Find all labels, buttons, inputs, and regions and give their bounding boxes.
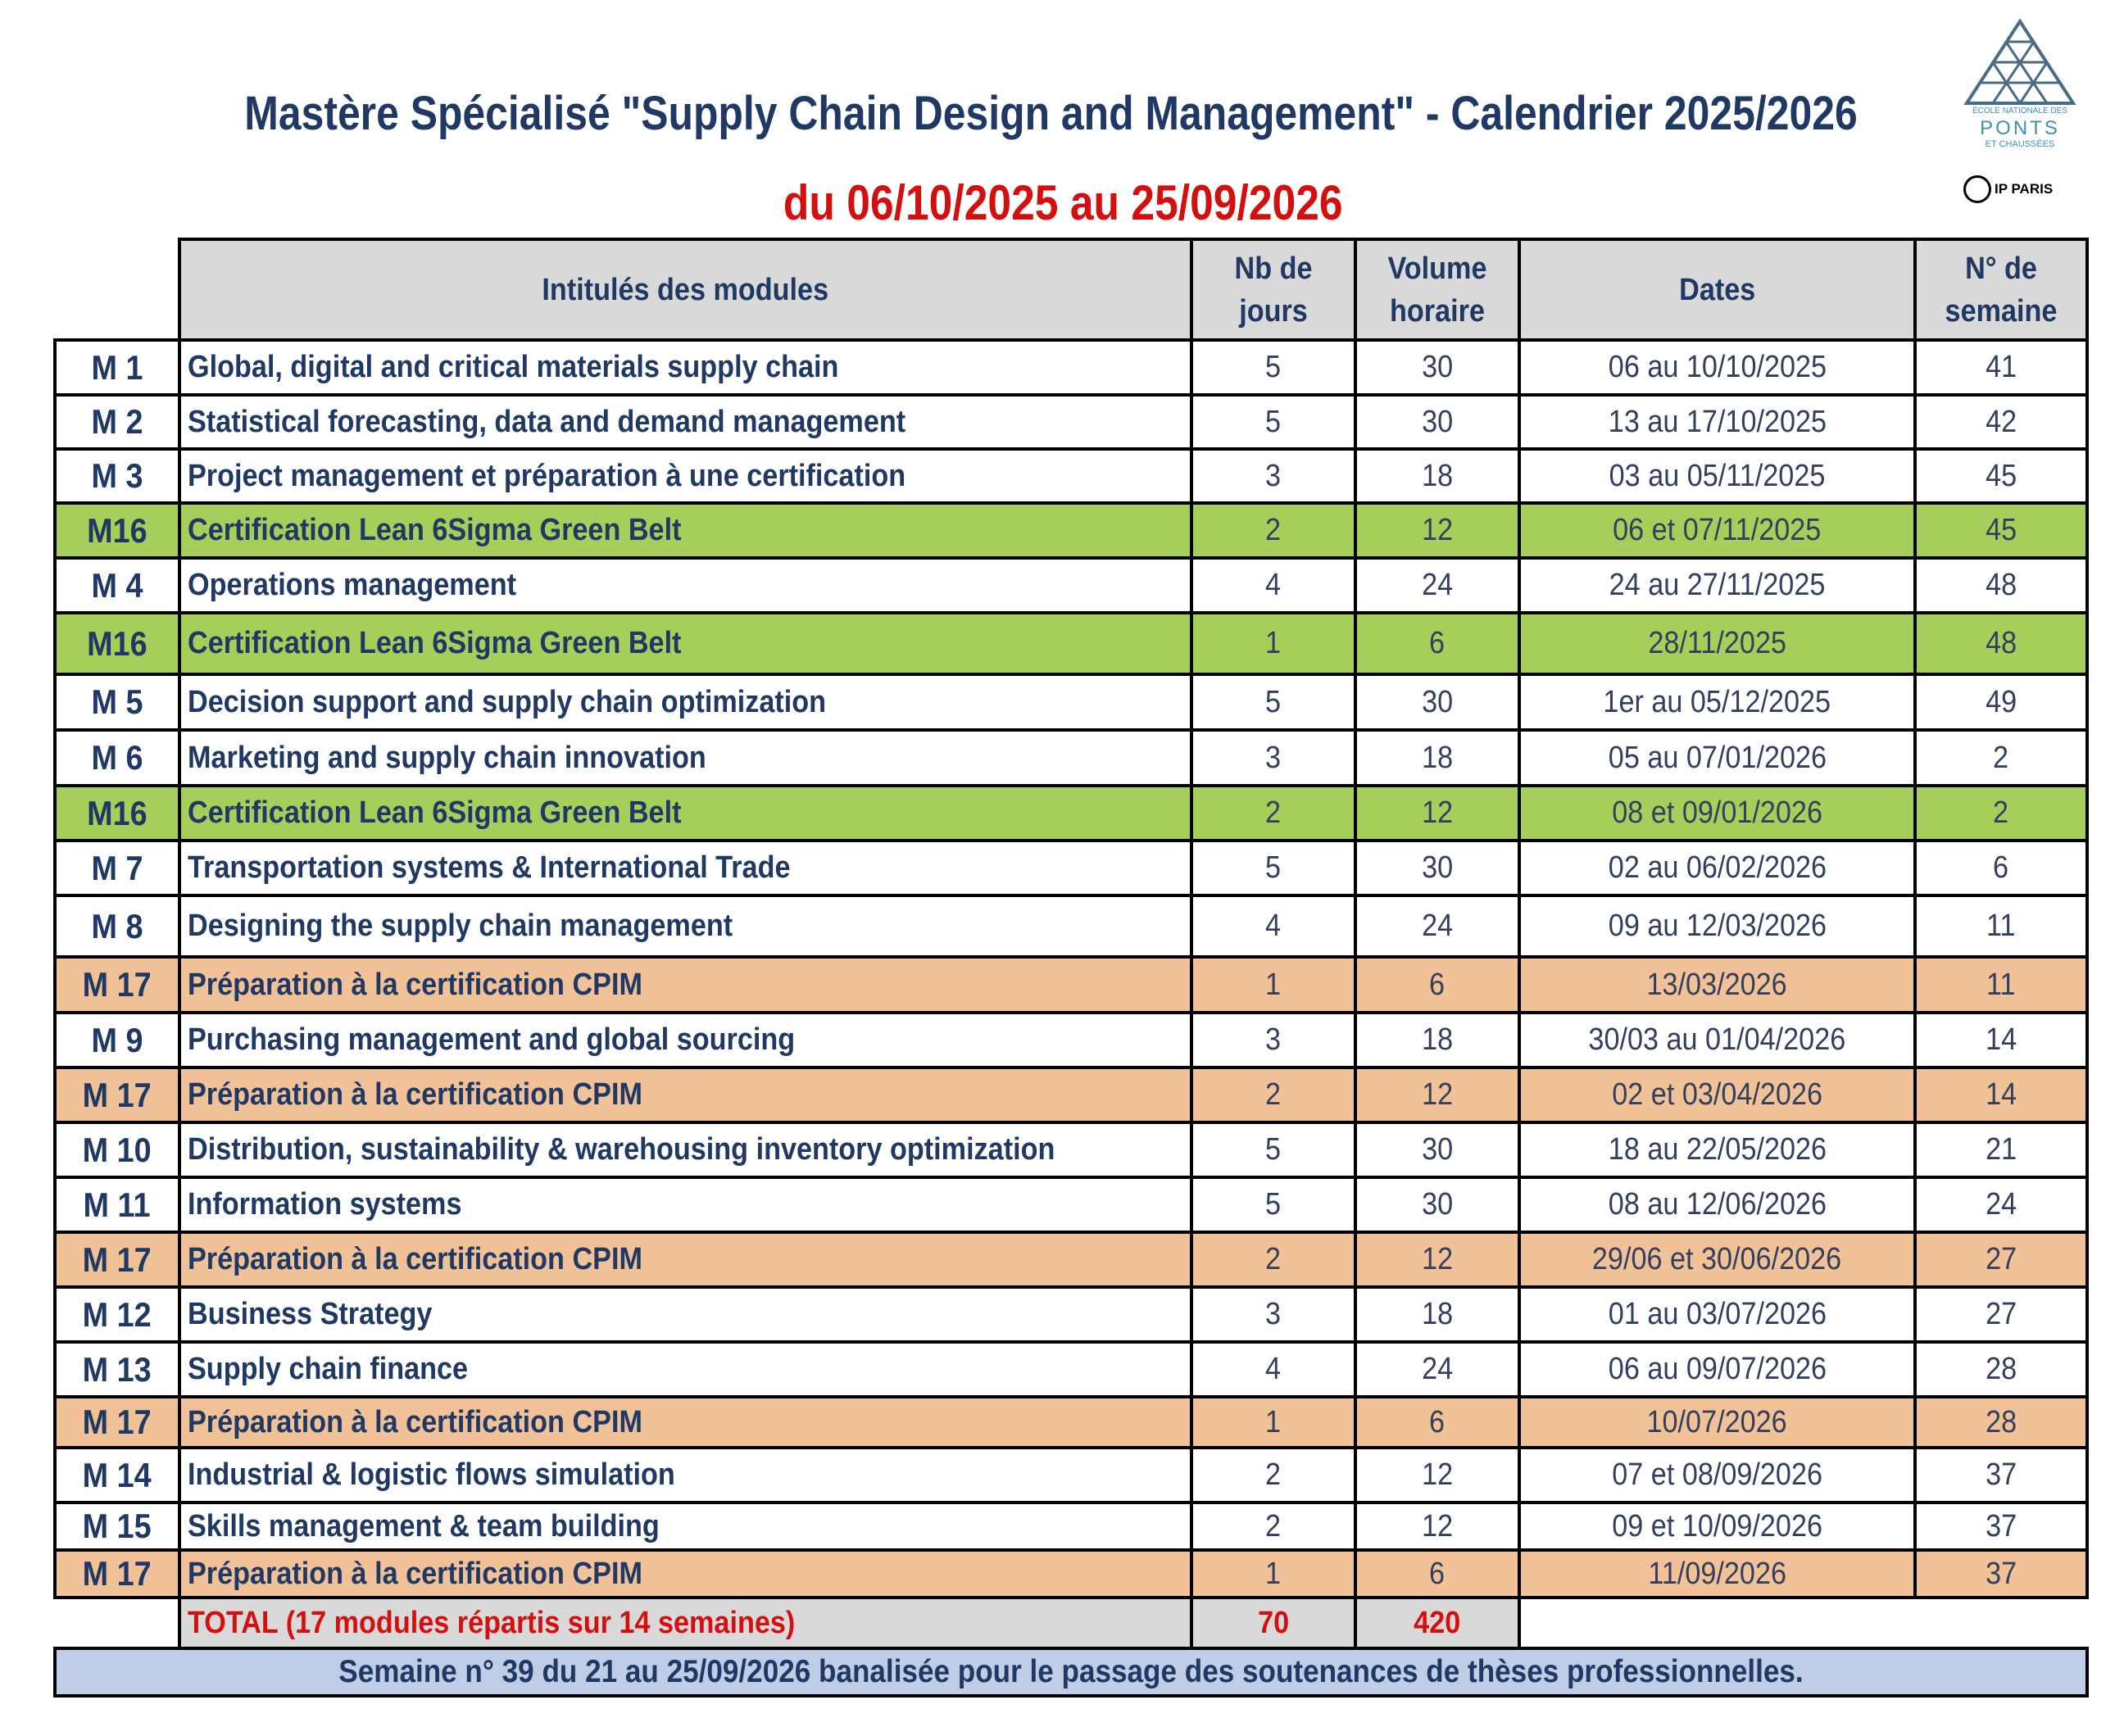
module-days: 2 [1191,1448,1355,1503]
footer-note: Semaine n° 39 du 21 au 25/09/2026 banalisée pour le passage des soutenances de thèses professionnelles. [55,1648,2087,1696]
module-days: 2 [1191,1503,1355,1550]
module-hours: 24 [1355,558,1519,613]
module-code: M16 [55,786,179,841]
module-dates: 28/11/2025 [1519,613,1915,674]
module-dates: 29/06 et 30/06/2026 [1519,1232,1915,1287]
table-row [55,1122,2087,1177]
module-code: M 14 [55,1448,179,1503]
module-days: 4 [1191,558,1355,613]
module-dates: 08 au 12/06/2026 [1519,1177,1915,1232]
module-name: Statistical forecasting, data and demand management [179,395,1191,449]
module-code: M16 [55,503,179,558]
module-name: Skills management & team building [179,1503,1191,1550]
module-dates: 09 et 10/09/2026 [1519,1503,1915,1550]
module-name: Decision support and supply chain optimization [179,674,1191,730]
module-dates: 11/09/2026 [1519,1550,1915,1598]
table-row [55,340,2087,395]
module-dates: 02 et 03/04/2026 [1519,1067,1915,1122]
module-name: Préparation à la certification CPIM [179,1232,1191,1287]
module-week: 41 [1915,340,2087,395]
table-row [55,786,2087,841]
module-hours: 12 [1355,503,1519,558]
module-dates: 09 au 12/03/2026 [1519,895,1915,957]
module-code: M 3 [55,449,179,503]
module-week: 49 [1915,674,2087,730]
table-row [55,1397,2087,1448]
module-hours: 24 [1355,1342,1519,1397]
module-hours: 6 [1355,613,1519,674]
page-title: Mastère Spécialisé "Supply Chain Design and Management" - Calendrier 2025/2026 [244,87,1858,140]
module-name: Business Strategy [179,1287,1191,1342]
table-row [55,1448,2087,1503]
total-blank-cell [55,1598,179,1648]
module-days: 2 [1191,1232,1355,1287]
module-week: 37 [1915,1550,2087,1598]
ip-paris-logo [1963,175,2053,203]
page-subtitle: du 06/10/2025 au 25/09/2026 [783,175,1343,230]
table-row [55,558,2087,613]
module-name: Information systems [179,1177,1191,1232]
header-blank-cell [55,239,179,340]
module-code: M 1 [55,340,179,395]
table-row [55,1067,2087,1122]
module-days: 5 [1191,674,1355,730]
module-code: M 8 [55,895,179,957]
module-week: 24 [1915,1177,2087,1232]
table-row [55,1503,2087,1550]
module-name: Purchasing management and global sourcing [179,1013,1191,1067]
module-week: 27 [1915,1232,2087,1287]
module-hours: 12 [1355,786,1519,841]
module-days: 5 [1191,395,1355,449]
module-days: 2 [1191,503,1355,558]
module-name: Certification Lean 6Sigma Green Belt [179,503,1191,558]
module-hours: 30 [1355,674,1519,730]
header-module: Intitulés des modules [179,239,1191,340]
triangle-logo-icon [1958,18,2081,107]
table-row [55,730,2087,786]
module-dates: 13/03/2026 [1519,957,1915,1013]
module-week: 48 [1915,613,2087,674]
module-name: Préparation à la certification CPIM [179,1550,1191,1598]
module-code: M 10 [55,1122,179,1177]
module-hours: 12 [1355,1067,1519,1122]
module-dates: 18 au 22/05/2026 [1519,1122,1915,1177]
module-week: 6 [1915,841,2087,895]
module-days: 5 [1191,841,1355,895]
module-name: Designing the supply chain management [179,895,1191,957]
module-hours: 12 [1355,1503,1519,1550]
module-dates: 30/03 au 01/04/2026 [1519,1013,1915,1067]
module-code: M 9 [55,1013,179,1067]
module-week: 2 [1915,786,2087,841]
module-code: M 4 [55,558,179,613]
table-row [55,449,2087,503]
logo-school-line: ÉCOLE NATIONALE DES [1972,107,2067,116]
module-name: Supply chain finance [179,1342,1191,1397]
module-days: 5 [1191,340,1355,395]
table-row [55,957,2087,1013]
module-dates: 05 au 07/01/2026 [1519,730,1915,786]
module-week: 11 [1915,895,2087,957]
school-logo [1958,18,2106,206]
module-name: Project management et préparation à une certification [179,449,1191,503]
module-week: 11 [1915,957,2087,1013]
module-week: 28 [1915,1397,2087,1448]
module-days: 3 [1191,1013,1355,1067]
module-days: 1 [1191,1550,1355,1598]
module-name: Transportation systems & International Trade [179,841,1191,895]
module-dates: 01 au 03/07/2026 [1519,1287,1915,1342]
table-row [55,395,2087,449]
module-name: Préparation à la certification CPIM [179,957,1191,1013]
module-code: M 7 [55,841,179,895]
module-name: Marketing and supply chain innovation [179,730,1191,786]
module-days: 3 [1191,730,1355,786]
module-days: 5 [1191,1122,1355,1177]
module-hours: 30 [1355,395,1519,449]
module-week: 48 [1915,558,2087,613]
module-dates: 06 au 09/07/2026 [1519,1342,1915,1397]
module-week: 37 [1915,1503,2087,1550]
module-code: M 13 [55,1342,179,1397]
header-dates: Dates [1519,239,1915,340]
module-dates: 1er au 05/12/2025 [1519,674,1915,730]
module-week: 37 [1915,1448,2087,1503]
module-days: 3 [1191,449,1355,503]
header-days: Nb de jours [1191,239,1355,340]
ip-paris-emblem-icon [1963,175,1991,203]
module-name: Préparation à la certification CPIM [179,1397,1191,1448]
footer-row [55,1648,2087,1696]
table-row [55,895,2087,957]
module-week: 45 [1915,449,2087,503]
module-dates: 24 au 27/11/2025 [1519,558,1915,613]
module-dates: 06 au 10/10/2025 [1519,340,1915,395]
module-days: 2 [1191,786,1355,841]
module-hours: 30 [1355,1122,1519,1177]
module-dates: 03 au 05/11/2025 [1519,449,1915,503]
module-name: Distribution, sustainability & warehousing inventory optimization [179,1122,1191,1177]
table-row [55,503,2087,558]
module-code: M 12 [55,1287,179,1342]
module-code: M 2 [55,395,179,449]
module-dates: 02 au 06/02/2026 [1519,841,1915,895]
table-row [55,1342,2087,1397]
module-hours: 18 [1355,1013,1519,1067]
module-hours: 12 [1355,1232,1519,1287]
module-hours: 18 [1355,730,1519,786]
module-hours: 30 [1355,340,1519,395]
module-days: 2 [1191,1067,1355,1122]
module-hours: 24 [1355,895,1519,957]
total-label: TOTAL (17 modules répartis sur 14 semaines) [179,1598,1191,1648]
table-row [55,1232,2087,1287]
module-days: 1 [1191,1397,1355,1448]
module-code: M 17 [55,1397,179,1448]
module-dates: 06 et 07/11/2025 [1519,503,1915,558]
module-hours: 6 [1355,957,1519,1013]
total-row [55,1598,2087,1648]
module-name: Certification Lean 6Sigma Green Belt [179,613,1191,674]
header-week: N° de semaine [1915,239,2087,340]
module-days: 4 [1191,1342,1355,1397]
module-name: Certification Lean 6Sigma Green Belt [179,786,1191,841]
module-week: 28 [1915,1342,2087,1397]
header-hours: Volume horaire [1355,239,1519,340]
table-header-row [55,239,2087,340]
module-name: Global, digital and critical materials supply chain [179,340,1191,395]
module-code: M 17 [55,957,179,1013]
calendar-table [53,238,2089,1697]
module-hours: 18 [1355,449,1519,503]
logo-chaussees: ET CHAUSSÉES [1985,139,2055,149]
logo-ponts: PONTS [1980,117,2060,139]
table-row [55,674,2087,730]
module-week: 42 [1915,395,2087,449]
module-days: 5 [1191,1177,1355,1232]
module-dates: 13 au 17/10/2025 [1519,395,1915,449]
module-days: 1 [1191,613,1355,674]
total-days: 70 [1191,1598,1355,1648]
total-hours: 420 [1355,1598,1519,1648]
total-blank-right [1519,1598,2087,1648]
module-code: M 11 [55,1177,179,1232]
module-days: 1 [1191,957,1355,1013]
module-code: M16 [55,613,179,674]
module-week: 27 [1915,1287,2087,1342]
module-hours: 18 [1355,1287,1519,1342]
module-name: Operations management [179,558,1191,613]
module-code: M 15 [55,1503,179,1550]
module-week: 2 [1915,730,2087,786]
module-dates: 10/07/2026 [1519,1397,1915,1448]
module-hours: 6 [1355,1397,1519,1448]
module-days: 4 [1191,895,1355,957]
table-row [55,1550,2087,1598]
table-row [55,613,2087,674]
table-row [55,1177,2087,1232]
module-week: 21 [1915,1122,2087,1177]
ip-paris-label: IP PARIS [1995,181,2054,197]
module-hours: 6 [1355,1550,1519,1598]
module-hours: 12 [1355,1448,1519,1503]
module-week: 45 [1915,503,2087,558]
table-row [55,1287,2087,1342]
table-row [55,841,2087,895]
module-dates: 08 et 09/01/2026 [1519,786,1915,841]
module-dates: 07 et 08/09/2026 [1519,1448,1915,1503]
table-row [55,1013,2087,1067]
module-code: M 17 [55,1550,179,1598]
module-name: Préparation à la certification CPIM [179,1067,1191,1122]
module-code: M 5 [55,674,179,730]
module-code: M 17 [55,1232,179,1287]
module-name: Industrial & logistic flows simulation [179,1448,1191,1503]
module-week: 14 [1915,1013,2087,1067]
module-hours: 30 [1355,1177,1519,1232]
module-days: 3 [1191,1287,1355,1342]
module-code: M 6 [55,730,179,786]
module-code: M 17 [55,1067,179,1122]
module-hours: 30 [1355,841,1519,895]
module-week: 14 [1915,1067,2087,1122]
